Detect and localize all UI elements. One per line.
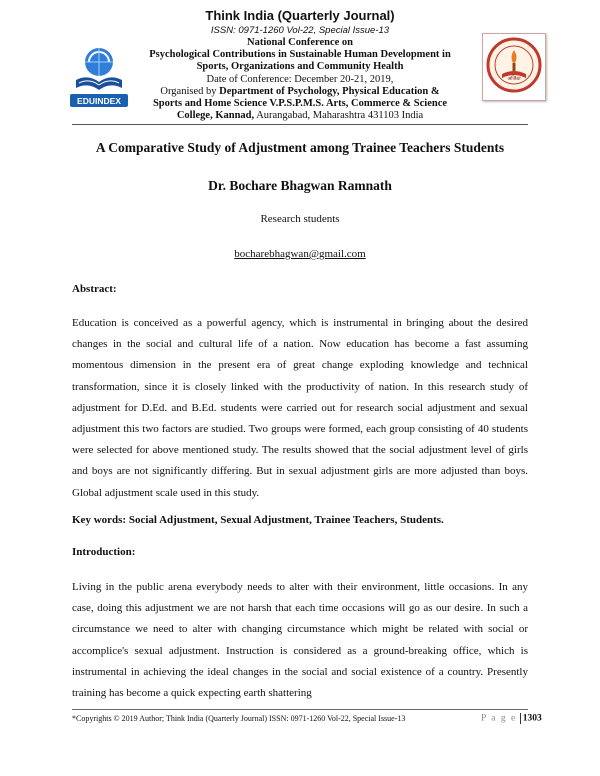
footer-divider: [72, 709, 528, 710]
organiser-college: Sports and Home Science V.P.S.P.M.S. Arts, Commerce & Science: [152, 98, 448, 110]
conference-line-1: National Conference on: [247, 37, 353, 48]
conference-line-2: Psychological Contributions in Sustainable Human Development in: [149, 49, 451, 61]
conference-line-3: Sports, Organizations and Community Health: [196, 61, 404, 73]
organiser-department: Department of Psychology, Physical Education &: [219, 85, 440, 97]
page-separator: [520, 713, 521, 724]
introduction-heading: Introduction:: [72, 546, 136, 558]
page-label: P a g e: [481, 713, 517, 724]
header-divider: [72, 124, 528, 125]
organiser-address-line: [140, 110, 460, 122]
abstract-text: Education is conceived as a powerful agency, which is instrumental in bringing about the desired changes in the social and cultural life of a nation. Now education has become a fast assuming momentous dimension in the present era of great change exploding knowledge and technical transformation, since it is closely linked with the productivity of nation. In this research study of adjustment for D.Ed. and B.Ed. students were carried out for research social adjustment and sexual adjustment this two factors are studied. Two groups were formed, each group consisting of 40 students were selected for above mentioned study. The results showed that the social adjustment level of girls and boys are not significantly differing. But in sexual adjustment girls are more adjusted than boys. Global adjustment scale used in this study.: [72, 317, 528, 499]
eduindex-logo: [68, 40, 130, 114]
college-seal-graphic: [483, 34, 545, 100]
author-affiliation: Research students: [260, 213, 340, 225]
conference-date: Date of Conference: December 20-21, 2019,: [206, 73, 394, 85]
college-seal-text: अजिंठा: [507, 76, 521, 82]
introduction-text: Living in the public arena everybody needs to alter with their environment, little occasions. In any case, doing this adjustment we are not harsh that each time occasions will go as our desire. In such a circumstance we need to alter with changing circumstance which might be related with social or accomplice's sexual adjustment. Instruction is considered as a ground-breaking office, which is instrumental in achieving the ideal changes in the social and social existence of a country. Presently training has become a quick expecting earth shattering: [72, 581, 528, 700]
footer-copyright: *Copyrights © 2019 Author; Think India (Quarterly Journal) ISSN: 0971-1260 Vol-22, Special Issue-13: [72, 714, 406, 723]
paper-title: A Comparative Study of Adjustment among Trainee Teachers Students: [95, 140, 505, 155]
page-number: 1303: [522, 713, 542, 724]
eduindex-logo-text: EDUINDEX: [77, 96, 121, 106]
issn-line: ISSN: 0971-1260 Vol-22, Special Issue-13: [210, 25, 390, 36]
conference-info: [140, 37, 460, 122]
organiser-address: Aurangabad, Maharashtra 431103 India: [256, 110, 424, 122]
organised-by-label: Organised by: [160, 85, 217, 97]
page-indicator: [481, 713, 542, 724]
keywords-label: Key words: [72, 514, 123, 526]
author-email-link[interactable]: bocharebhagwan@gmail.com: [234, 248, 366, 260]
college-seal-logo: [482, 33, 546, 101]
organiser-college-place: College, Kannad,: [176, 110, 255, 122]
conference-organiser-line: [140, 86, 460, 98]
journal-title: Think India (Quarterly Journal): [205, 8, 395, 23]
author-name: Dr. Bochare Bhagwan Ramnath: [208, 178, 392, 193]
keywords-text: : Social Adjustment, Sexual Adjustment, Trainee Teachers, Students.: [122, 514, 444, 526]
keywords-line: [72, 514, 444, 526]
abstract-heading: Abstract:: [72, 283, 117, 295]
